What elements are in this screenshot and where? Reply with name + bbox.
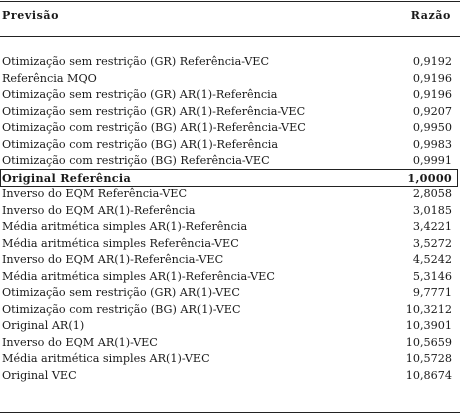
table-row [0,368,460,385]
row-label: Original VEC [2,368,77,382]
table-bottom-rule [0,412,460,413]
table-row [0,186,460,203]
row-ratio-value: 0,9196 [412,88,452,101]
table-body [0,54,460,384]
table-row [0,137,460,154]
table-row [0,252,460,269]
row-ratio-value: 0,9196 [412,71,452,85]
table-row [0,54,460,71]
table-header-row [0,9,460,29]
row-label: Inverso do EQM AR(1)-Referência [2,203,196,217]
row-label: Otimização sem restrição (GR) AR(1)-Referência-VEC [2,104,306,118]
row-label: Otimização sem restrição (GR) AR(1)-Referência [2,88,278,101]
row-ratio-value: 9,7771 [412,286,452,299]
row-ratio-value: 3,5272 [412,236,452,250]
table-row [0,269,460,286]
row-ratio-value: 4,5242 [412,253,452,266]
table-header-rule [0,36,460,37]
row-ratio-value: 0,9991 [412,154,452,167]
table-row [0,285,460,302]
row-label: Original AR(1) [2,319,85,332]
table-row [0,219,460,236]
table-row [0,335,460,352]
row-label: Otimização com restrição (BG) AR(1)-VEC [2,302,241,316]
row-ratio-value: 10,3901 [405,319,452,332]
row-ratio-value: 10,5659 [405,335,452,349]
row-ratio-value: 1,0000 [407,170,452,185]
row-label: Otimização sem restrição (GR) AR(1)-VEC [2,286,240,299]
column-header-ratio: Razão [410,9,451,22]
row-ratio-value: 5,3146 [412,269,452,283]
table-row [0,87,460,104]
row-ratio-value: 10,5728 [405,352,452,365]
table-row [0,120,460,137]
row-ratio-value: 3,4221 [412,220,452,233]
row-label: Média aritmética simples AR(1)-VEC [2,352,210,365]
row-label: Média aritmética simples Referência-VEC [2,236,239,250]
table-row [0,351,460,368]
row-label: Referência MQO [2,71,97,85]
table-top-rule [0,1,460,2]
table-row [0,153,460,170]
row-label: Média aritmética simples AR(1)-Referência-VEC [2,269,275,283]
row-ratio-value: 10,3212 [405,302,452,316]
row-label: Inverso do EQM AR(1)-VEC [2,335,158,349]
column-header-forecast: Previsão [2,9,60,22]
row-ratio-value: 0,9207 [412,104,452,118]
row-ratio-value: 0,9983 [412,137,452,151]
row-label: Inverso do EQM AR(1)-Referência-VEC [2,253,224,266]
row-label: Otimização com restrição (BG) AR(1)-Referência-VEC [2,121,306,134]
row-label: Otimização com restrição (BG) AR(1)-Referência [2,137,279,151]
row-ratio-value: 3,0185 [412,203,452,217]
row-ratio-value: 2,8058 [412,187,452,200]
table-row [0,104,460,121]
row-label: Média aritmética simples AR(1)-Referência [2,220,248,233]
row-ratio-value: 0,9950 [412,121,452,134]
row-label: Original Referência [2,170,131,185]
row-label: Inverso do EQM Referência-VEC [2,187,188,200]
row-label: Otimização com restrição (BG) Referência-VEC [2,154,270,167]
table-row [0,236,460,253]
table-row-highlighted [0,170,460,187]
row-ratio-value: 10,8674 [405,368,452,382]
table-row [0,318,460,335]
row-ratio-value: 0,9192 [412,55,452,68]
table-row [0,203,460,220]
table-row [0,302,460,319]
table-row [0,71,460,88]
row-label: Otimização sem restrição (GR) Referência-VEC [2,55,270,68]
